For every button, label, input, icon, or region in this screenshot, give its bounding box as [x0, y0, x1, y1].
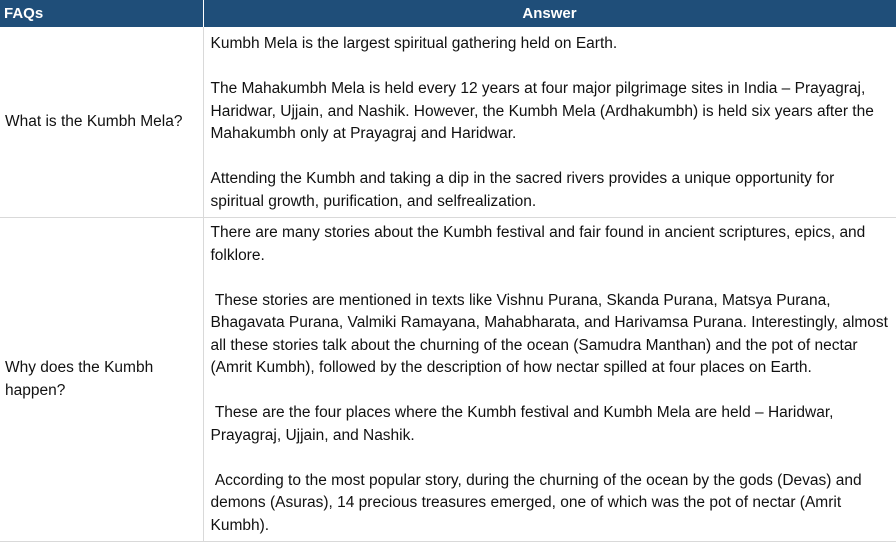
answer-paragraph: There are many stories about the Kumbh festival and fair found in ancient scriptures, epics, and folklore.	[210, 224, 870, 264]
question-cell: Why does the Kumbh happen?	[0, 218, 203, 542]
answer-paragraph: These stories are mentioned in texts like Vishnu Purana, Skanda Purana, Matsya Purana, Bhagavata Purana, Valmiki Ramayana, Mahabharata, and Harivamsa Purana. Interestingly, almost all these stories talk about the churning of the ocean (Samudra Manthan) and the pot of nectar (Amrit Kumbh), followed by the description of how nectar spilled at four places on Earth.	[210, 291, 893, 376]
table-row	[0, 218, 896, 542]
header-answer: Answer	[203, 0, 896, 27]
header-row	[0, 0, 896, 27]
question-cell: What is the Kumbh Mela?	[0, 27, 203, 218]
answer-cell	[203, 218, 896, 542]
table-header	[0, 0, 896, 27]
answer-paragraph: These are the four places where the Kumbh festival and Kumbh Mela are held – Haridwar, Prayagraj, Ujjain, and Nashik.	[210, 404, 838, 444]
answer-paragraph: Kumbh Mela is the largest spiritual gathering held on Earth.	[210, 35, 618, 52]
table-row	[0, 27, 896, 218]
answer-paragraph: The Mahakumbh Mela is held every 12 years at four major pilgrimage sites in India – Prayagraj, Haridwar, Ujjain, and Nashik. However, the Kumbh Mela (Ardhakumbh) is held six years after the Mahakumbh only at Prayagraj and Haridwar.	[210, 80, 879, 142]
header-faqs: FAQs	[0, 0, 203, 27]
answer-paragraph: According to the most popular story, during the churning of the ocean by the gods (Devas) and demons (Asuras), 14 precious treasures emerged, one of which was the pot of nectar (Amrit Kumbh).	[210, 471, 866, 534]
answer-paragraph: Attending the Kumbh and taking a dip in the sacred rivers provides a unique opportunity for spiritual growth, purification, and selfrealization.	[210, 170, 839, 210]
answer-cell	[203, 27, 896, 218]
